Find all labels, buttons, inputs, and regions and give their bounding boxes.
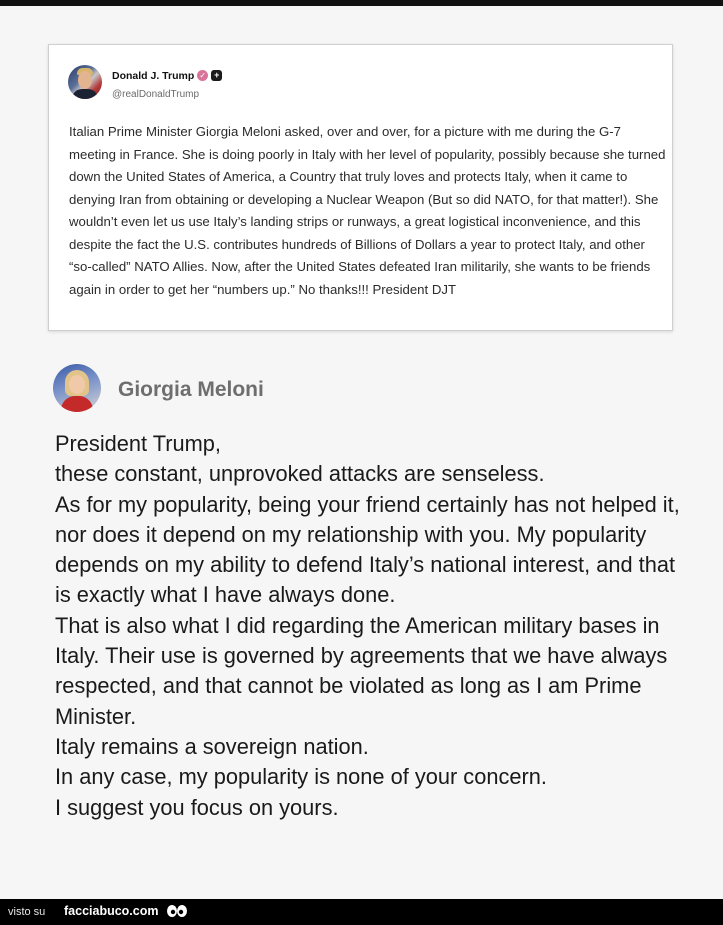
author-avatar[interactable] <box>68 65 102 99</box>
verified-badge-icon: ✓ <box>197 70 208 81</box>
author-names <box>112 67 222 100</box>
post-body-text: Italian Prime Minister Giorgia Meloni asked, over and over, for a picture with me during the G-7 meeting in France. She is doing poorly in Italy with her level of popularity, possibly because she turned down the United States of America, a Country that truly loves and protects Italy, when it came to denying Iran from obtaining or developing a Nuclear Weapon (But so did NATO, for that matter!). She wouldn’t even let us use Italy’s landing strips or runways, a great logistical inconvenience, and this despite the fact the U.S. contributes hundreds of Billions of Dollars a year to protect Italy, and other “so-called” NATO Allies. Now, after the United States defeated Iran militarily, she wants to be friends again in order to get her “numbers up.” No thanks!!! President DJT <box>69 124 666 297</box>
watermark-footer <box>0 899 723 925</box>
author-name[interactable]: Donald J. Trump <box>112 69 195 82</box>
plus-badge-icon: + <box>211 70 222 81</box>
reply-author-name[interactable]: Giorgia Meloni <box>118 378 264 401</box>
reply-body-text: President Trump, these constant, unprovoked attacks are senseless. As for my popularity, being your friend certainly has not helped it, nor does it depend on my relationship with you. My popularity depends on my ability to defend Italy’s national interest, and that is exactly what I have always done. That is also what I did regarding the American military bases in Italy. Their use is governed by agreements that we have always respected, and that cannot be violated as long as I am Prime Minister. Italy remains a sovereign nation. In any case, my popularity is none of your concern. I suggest you focus on yours. <box>55 431 680 820</box>
footer-site-link[interactable]: facciabuco.com <box>64 904 159 918</box>
author-handle[interactable]: @realDonaldTrump <box>112 89 200 100</box>
footer-prefix: visto su <box>8 906 46 918</box>
eyes-icon <box>166 903 188 919</box>
quoted-post-card <box>48 44 673 331</box>
reply-avatar[interactable] <box>53 364 101 412</box>
top-bar <box>0 0 723 6</box>
